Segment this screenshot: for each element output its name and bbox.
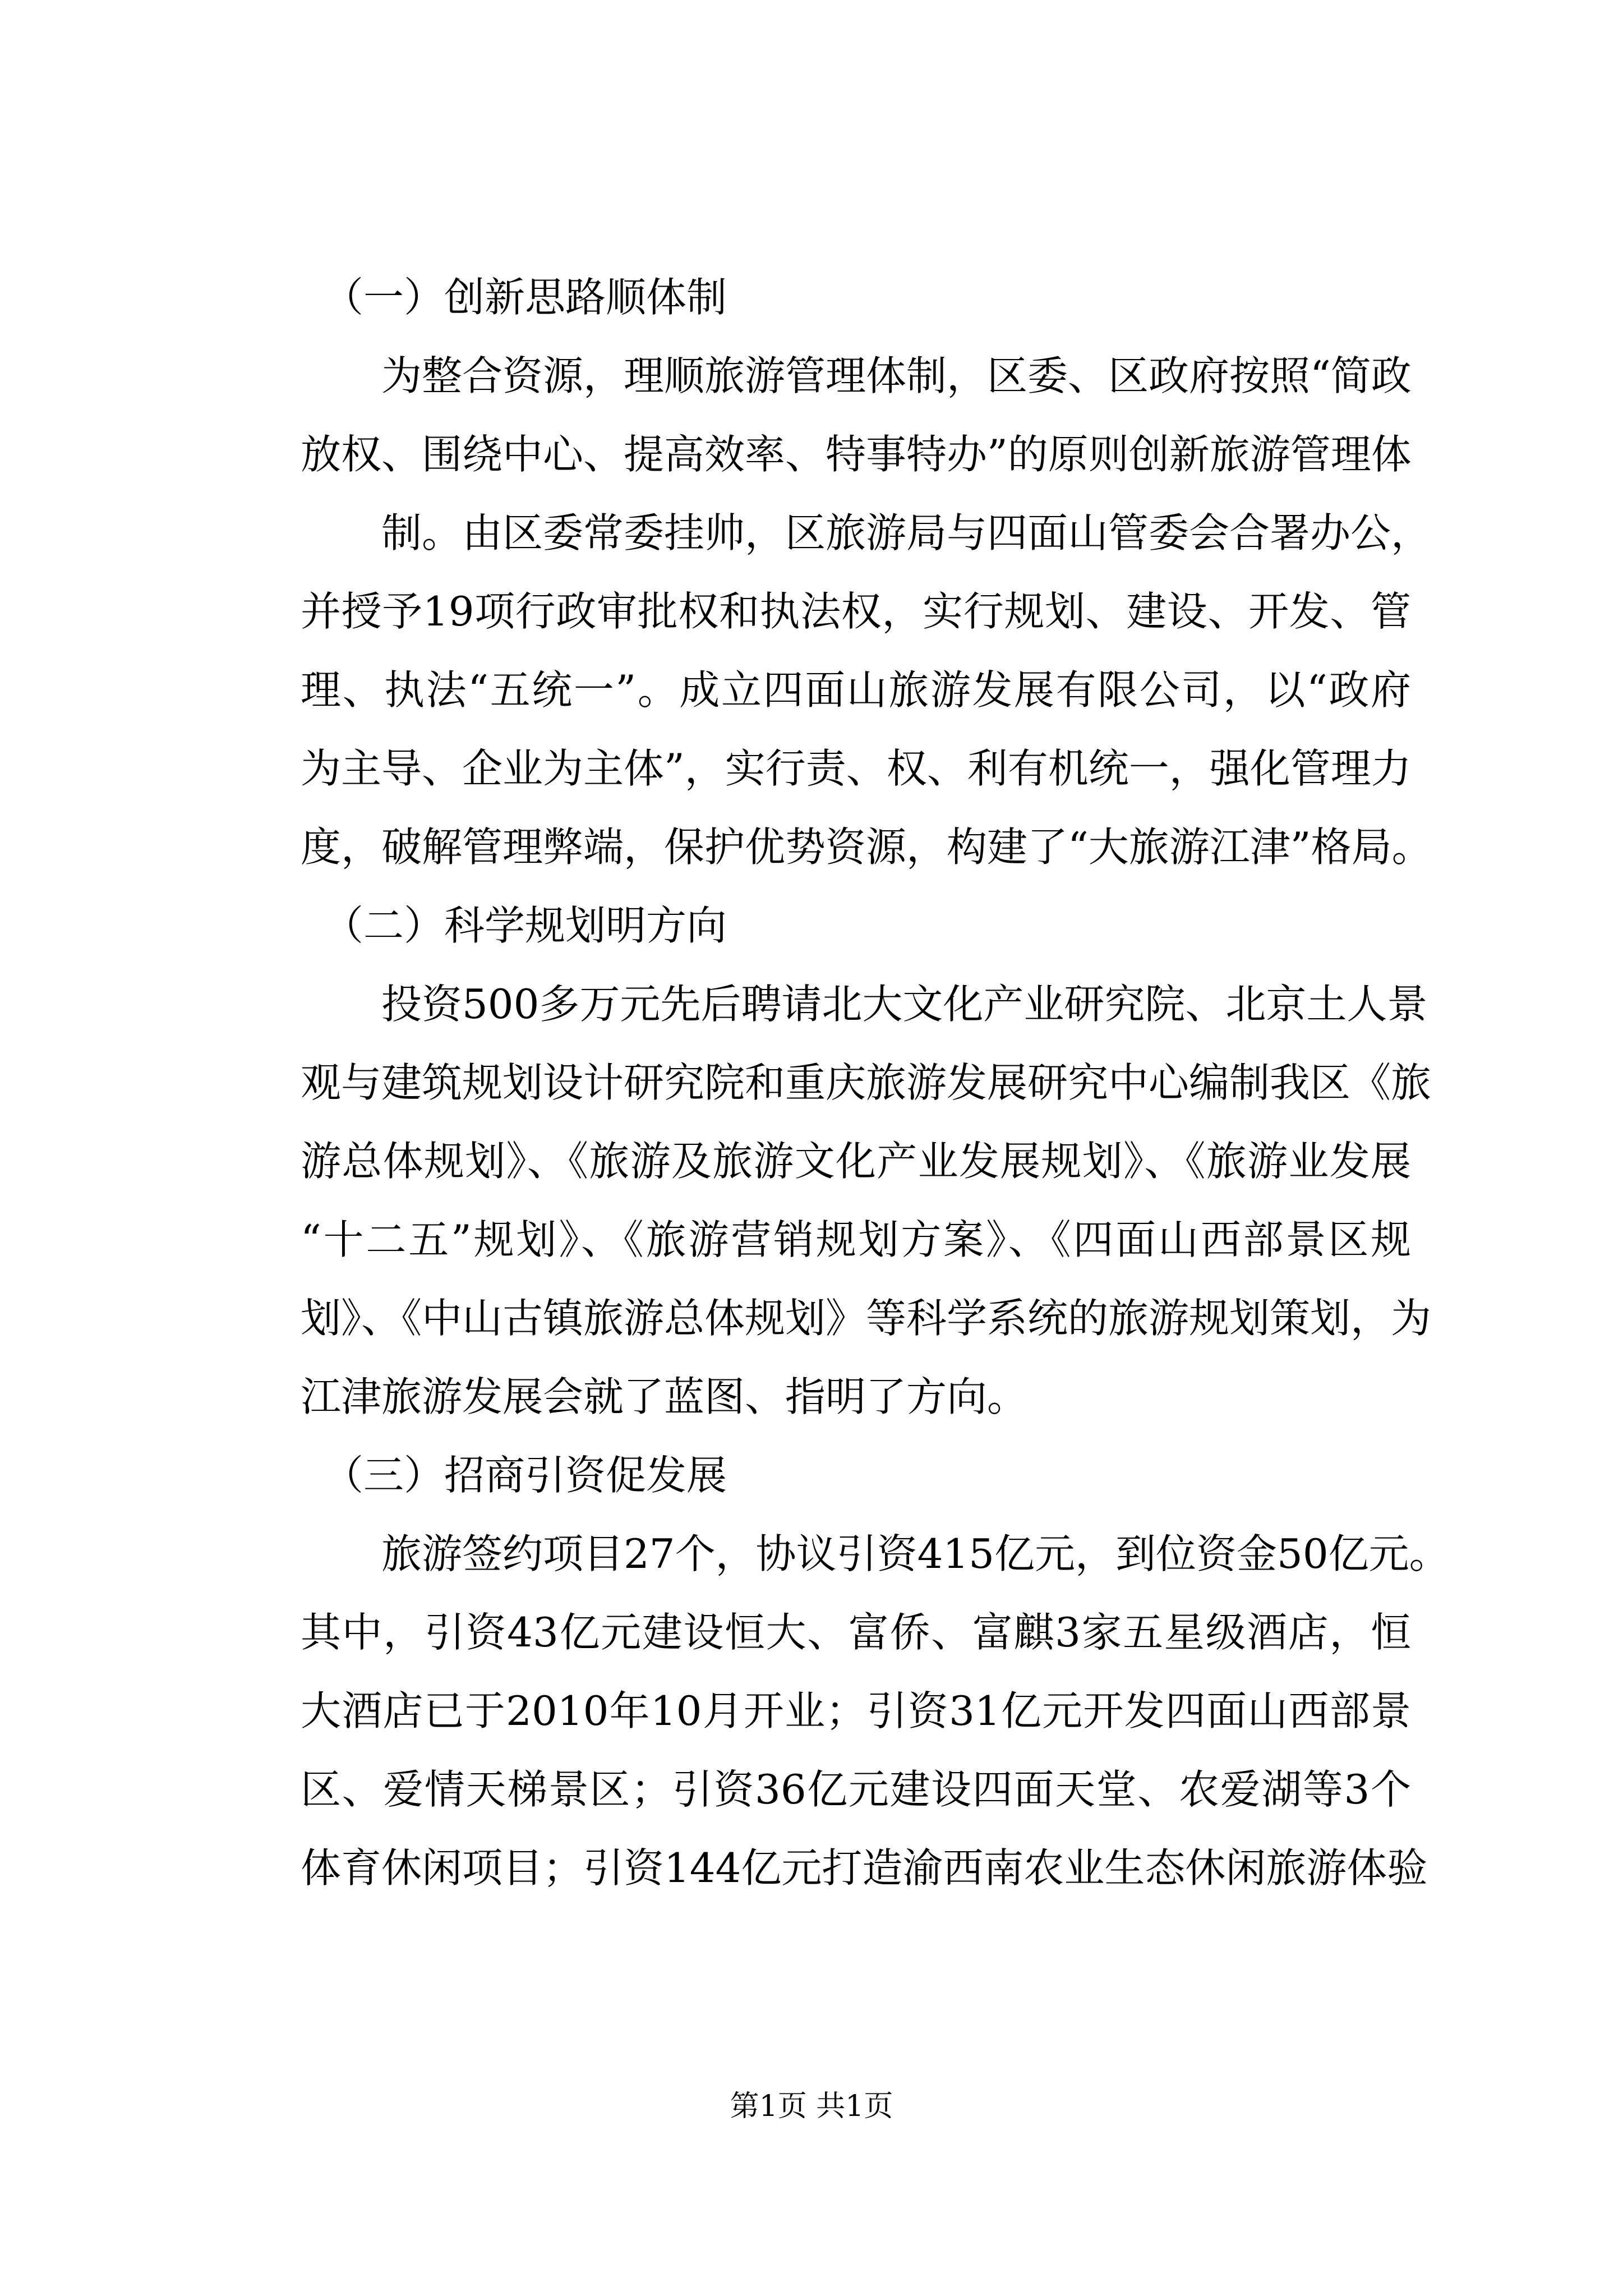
paragraph-line: 理、执法“五统一”。成立四面山旅游发展有限公司，以“政府 [301,666,1411,714]
paragraph-line: 为整合资源，理顺旅游管理体制，区委、区政府按照“简政 [381,352,1412,399]
paragraph-line: “十二五”规划》、《旅游营销规划方案》、《四面山西部景区规 [301,1216,1411,1263]
paragraph-line: 为主导、企业为主体”，实行责、权、利有机统一，强化管理力 [301,745,1412,792]
section-heading-3: （三）招商引资促发展 [323,1452,727,1499]
section-paragraph-2 [301,965,1432,1436]
paragraph-line: 体育休闲项目；引资144亿元打造渝西南农业生态休闲旅游体验 [301,1844,1428,1892]
paragraph-line: 并授予19项行政审批权和执法权，实行规划、建设、开发、管 [301,588,1411,635]
document-body [301,258,1450,1907]
paragraph-line: 度，破解管理弊端，保护优势资源，构建了“大旅游江津”格局。 [301,823,1432,871]
paragraph-line: 放权、围绕中心、提高效率、特事特办”的原则创新旅游管理体 [301,431,1412,478]
section-heading-2: （二）科学规划明方向 [323,902,727,949]
section-heading-1: （一）创新思路顺体制 [323,274,727,321]
paragraph-line: 江津旅游发展会就了蓝图、指明了方向。 [301,1373,1028,1420]
section-paragraph-3 [301,1515,1450,1907]
paragraph-line: 划》、《中山古镇旅游总体规划》等科学系统的旅游规划策划，为 [301,1295,1432,1342]
paragraph-line: 大酒店已于2010年10月开业；引资31亿元开发四面山西部景 [301,1687,1411,1734]
section-paragraph-1 [301,337,1432,886]
paragraph-line: 观与建筑规划设计研究院和重庆旅游发展研究中心编制我区《旅 [301,1059,1432,1106]
paragraph-line: 区、爱情天梯景区；引资36亿元建设四面天堂、农爱湖等3个 [301,1766,1411,1813]
paragraph-line: 制。由区委常委挂帅，区旅游局与四面山管委会合署办公， [381,509,1432,556]
paragraph-line: 旅游签约项目27个，协议引资415亿元，到位资金50亿元。 [381,1530,1450,1577]
page-number-footer: 第1页 共1页 [730,2090,893,2123]
paragraph-line: 游总体规划》、《旅游及旅游文化产业发展规划》、《旅游业发展 [301,1138,1411,1185]
paragraph-line: 其中，引资43亿元建设恒大、富侨、富麒3家五星级酒店，恒 [301,1609,1411,1656]
paragraph-line: 投资500多万元先后聘请北大文化产业研究院、北京土人景 [381,981,1428,1028]
